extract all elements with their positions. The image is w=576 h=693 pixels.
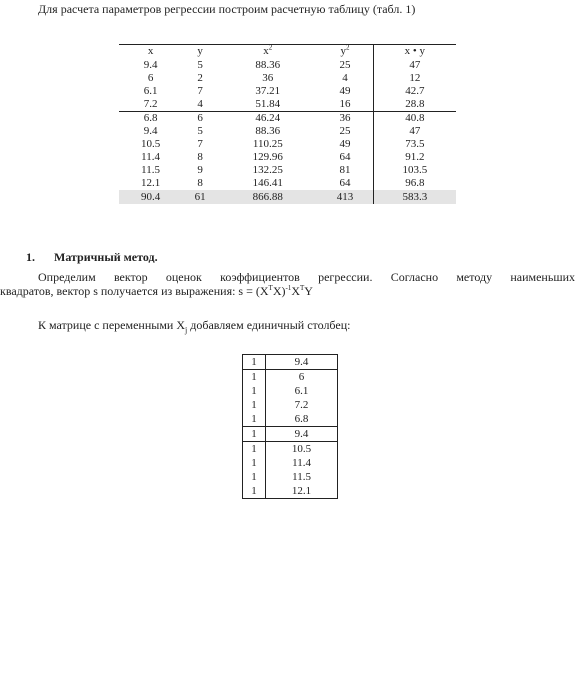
matrix-row — [243, 370, 338, 385]
calculation-table — [119, 44, 456, 204]
cell-x2: 88.36 — [255, 125, 281, 137]
table-row — [119, 85, 456, 98]
paragraph-line-1: Определим вектор оценок коэффициентов регрессии. Согласно методу наименьших — [38, 270, 575, 284]
total-y: 61 — [182, 190, 218, 204]
cell-x: 7.2 — [143, 98, 158, 110]
total-xy: 583.3 — [373, 190, 456, 204]
matrix-cell-one: 1 — [251, 398, 257, 411]
table-row — [119, 138, 456, 151]
col-header-y2: $y^2$ — [340, 43, 350, 57]
section-title: Матричный метод. — [54, 250, 158, 264]
matrix-cell-one: 1 — [243, 355, 266, 370]
cell-y2: 16 — [339, 98, 351, 110]
matrix-cell-x: 6.8 — [266, 412, 338, 427]
cell-x2: 146.41 — [252, 177, 283, 189]
cell-y2: 49 — [339, 85, 351, 97]
paragraph-line-2: квадратов, вектор s получается из выражения: $s = (X^TX)^{-1}X^TY$ — [0, 284, 313, 298]
matrix-row — [243, 355, 338, 370]
matrix-cell-x: 7.2 — [266, 398, 338, 412]
matrix-cell-x: 11.4 — [266, 456, 338, 470]
cell-y: 8 — [197, 151, 203, 163]
cell-y: 7 — [197, 85, 203, 97]
col-header-xy: x • y — [373, 45, 456, 60]
matrix-cell-x: 6 — [266, 370, 338, 385]
cell-xy: 96.8 — [373, 177, 456, 190]
cell-x: 10.5 — [140, 138, 161, 150]
cell-x2: 110.25 — [252, 138, 283, 150]
cell-y2: 25 — [339, 59, 351, 71]
matrix-cell-x: 9.4 — [266, 355, 338, 370]
matrix-cell-one: 1 — [251, 484, 257, 497]
cell-x: 9.4 — [143, 125, 158, 137]
matrix-row — [243, 484, 338, 499]
cell-y: 4 — [197, 98, 203, 110]
matrix-row — [243, 412, 338, 427]
matrix-cell-x: 12.1 — [266, 484, 338, 499]
matrix-cell-one: 1 — [251, 456, 257, 469]
intro-text: Для расчета параметров регрессии построим расчетную таблицу (табл. 1) — [38, 2, 416, 16]
matrix-row — [243, 456, 338, 470]
matrix-body — [243, 355, 338, 499]
cell-x: 9.4 — [143, 59, 158, 71]
cell-xy: 103.5 — [373, 164, 456, 177]
table-row — [119, 98, 456, 112]
cell-y2: 25 — [339, 125, 351, 137]
table-row — [119, 72, 456, 85]
cell-x2: 37.21 — [255, 85, 281, 97]
cell-xy: 28.8 — [373, 98, 456, 112]
cell-x: 12.1 — [140, 177, 161, 189]
col-header-x2: $x^2$ — [263, 43, 273, 57]
matrix-table — [242, 354, 338, 499]
cell-xy: 40.8 — [373, 112, 456, 126]
cell-x: 6 — [147, 72, 154, 84]
cell-x: 11.4 — [141, 151, 160, 163]
matrix-cell-one: 1 — [251, 384, 257, 397]
cell-xy: 91.2 — [373, 151, 456, 164]
matrix-cell-one: 1 — [251, 370, 257, 383]
matrix-row — [243, 442, 338, 457]
total-x2: 866.88 — [218, 190, 317, 204]
cell-y2: 64 — [339, 151, 351, 163]
cell-y2: 64 — [339, 177, 351, 189]
col-header-y: y — [197, 45, 203, 57]
col-header-x: x — [147, 45, 154, 57]
matrix-row — [243, 398, 338, 412]
table-row — [119, 59, 456, 72]
table-total-row — [119, 190, 456, 204]
cell-y2: 4 — [342, 72, 348, 84]
section-number: 1. — [26, 250, 35, 264]
cell-x2: 88.36 — [255, 59, 281, 71]
cell-x: 11.5 — [141, 164, 160, 176]
cell-xy: 47 — [373, 125, 456, 138]
table-body — [119, 59, 456, 190]
cell-x: 6.1 — [143, 85, 158, 97]
matrix-cell-x: 11.5 — [266, 470, 338, 484]
table-row — [119, 151, 456, 164]
cell-xy: 47 — [373, 59, 456, 72]
cell-xy: 73.5 — [373, 138, 456, 151]
cell-x2: 132.25 — [252, 164, 283, 176]
cell-x2: 51.84 — [255, 98, 281, 110]
cell-y: 5 — [197, 125, 203, 137]
matrix-cell-x: 9.4 — [266, 427, 338, 442]
cell-y: 8 — [197, 177, 203, 189]
table-row — [119, 164, 456, 177]
cell-x2: 129.96 — [252, 151, 283, 163]
matrix-cell-one: 1 — [251, 470, 257, 483]
cell-y: 5 — [197, 59, 203, 71]
cell-y: 9 — [197, 164, 203, 176]
matrix-row — [243, 427, 338, 442]
matrix-row — [243, 470, 338, 484]
formula-tail: Y — [304, 284, 313, 298]
cell-xy: 42.7 — [373, 85, 456, 98]
matrix-cell-x: 6.1 — [266, 384, 338, 398]
paragraph-line-3-text: К матрице с переменными X — [38, 318, 185, 332]
cell-y2: 49 — [339, 138, 351, 150]
cell-y: 2 — [197, 72, 203, 84]
cell-xy: 12 — [373, 72, 456, 85]
paragraph-line-3-tail: добавляем единичный столбец: — [187, 318, 351, 332]
matrix-cell-one: 1 — [251, 442, 257, 455]
cell-y2: 36 — [317, 112, 373, 126]
total-x: 90.4 — [119, 190, 182, 204]
matrix-cell-one: 1 — [251, 412, 257, 425]
cell-y: 6 — [182, 112, 218, 126]
matrix-cell-x: 10.5 — [266, 442, 338, 457]
cell-x: 6.8 — [119, 112, 182, 126]
paragraph-line-3 — [38, 318, 350, 337]
section-heading — [26, 250, 158, 264]
table-row — [119, 125, 456, 138]
cell-x2: 36 — [262, 72, 274, 84]
cell-y2: 81 — [339, 164, 351, 176]
table-header-row — [119, 45, 456, 60]
cell-x2: 46.24 — [218, 112, 317, 126]
table-row — [119, 112, 456, 126]
cell-y: 7 — [197, 138, 203, 150]
matrix-row — [243, 384, 338, 398]
total-y2: 413 — [317, 190, 373, 204]
subscript-j: j — [185, 325, 188, 335]
paragraph-line-2-text: квадратов, вектор s получается из выражения: s = (X — [0, 284, 269, 298]
table-row — [119, 177, 456, 190]
matrix-cell-one: 1 — [243, 427, 266, 442]
